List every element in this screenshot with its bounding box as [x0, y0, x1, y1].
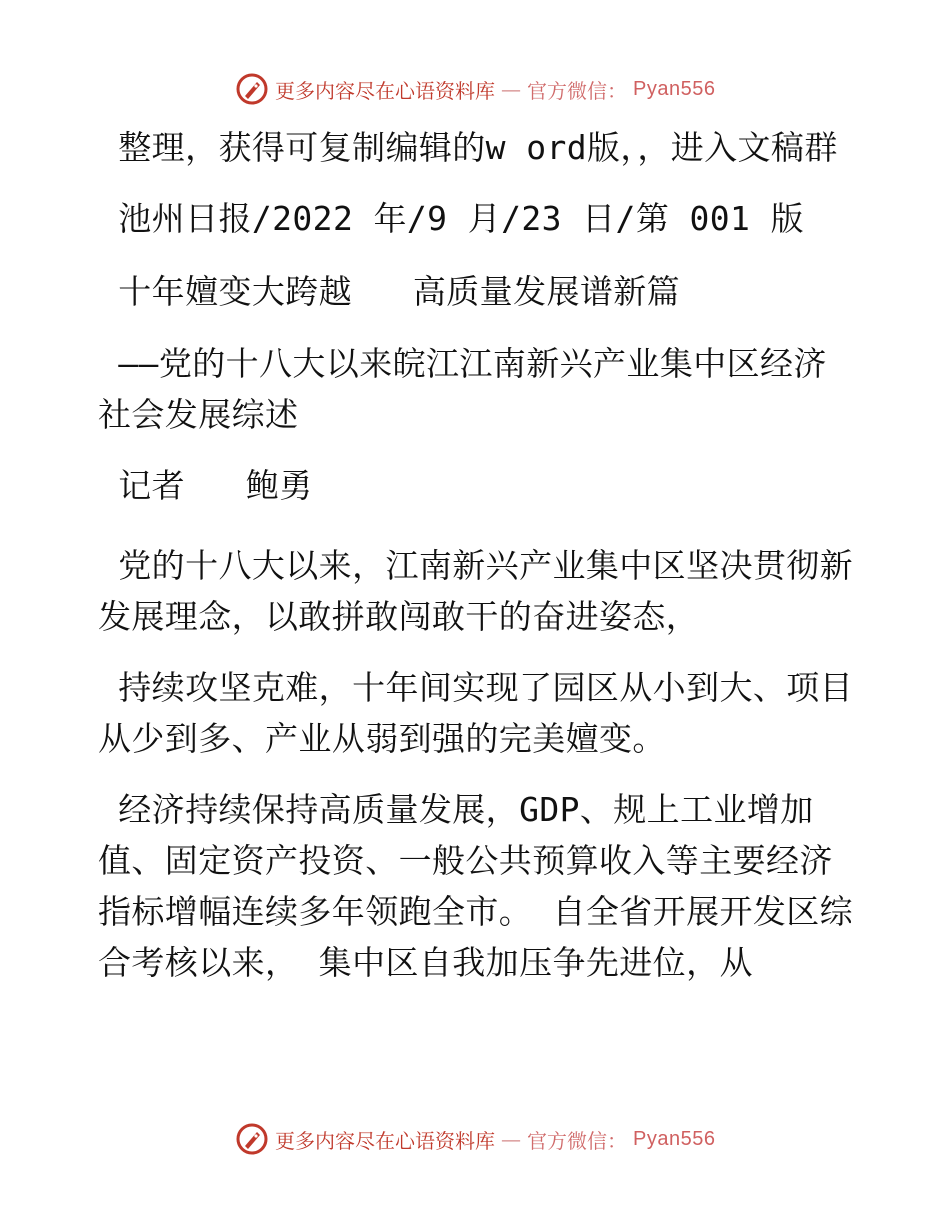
- body-paragraph-2: 持续攻坚克难，十年间实现了园区从小到大、项目从少到多、产业从弱到强的完美嬗变。: [98, 668, 854, 758]
- body-paragraph-3: 经济持续保持高质量发展，GDP、规上工业增加值、固定资产投资、一般公共预算收入等主要经济指标增幅连续多年领跑全市。 自全省开展开发区综合考核以来， 集中区自我加压争先进位，从: [98, 790, 854, 982]
- watermark-wechat-label: 官方微信：: [527, 1128, 627, 1153]
- header-watermark: [235, 72, 715, 106]
- watermark-separator: —: [501, 1127, 521, 1151]
- watermark-brand: 更多内容尽在心语资料库: [275, 78, 495, 103]
- watermark-separator: —: [501, 77, 521, 101]
- watermark-brand: 更多内容尽在心语资料库: [275, 1128, 495, 1153]
- article-subheadline: ——党的十八大以来皖江江南新兴产业集中区经济社会发展综述: [98, 344, 827, 434]
- watermark-wechat-id: Pyan556: [633, 77, 716, 100]
- watermark-wechat-label: 官方微信：: [527, 78, 627, 103]
- body-paragraph-1: 党的十八大以来，江南新兴产业集中区坚决贯彻新发展理念，以敢拼敢闯敢干的奋进姿态，: [98, 546, 854, 636]
- article-headline: 十年嬗变大跨越 高质量发展谱新篇: [98, 272, 681, 311]
- pen-nib-logo-icon: [235, 1122, 269, 1156]
- document-body: [98, 120, 858, 988]
- source-line: 池州日报/2022 年/9 月/23 日/第 001 版: [98, 199, 804, 238]
- footer-watermark: [235, 1122, 715, 1156]
- pen-nib-logo-icon: [235, 72, 269, 106]
- watermark-wechat-id: Pyan556: [633, 1127, 716, 1150]
- byline: 记者 鲍勇: [98, 466, 313, 505]
- intro-paragraph: 整理，获得可复制编辑的w ord版，，进入文稿群: [98, 128, 838, 167]
